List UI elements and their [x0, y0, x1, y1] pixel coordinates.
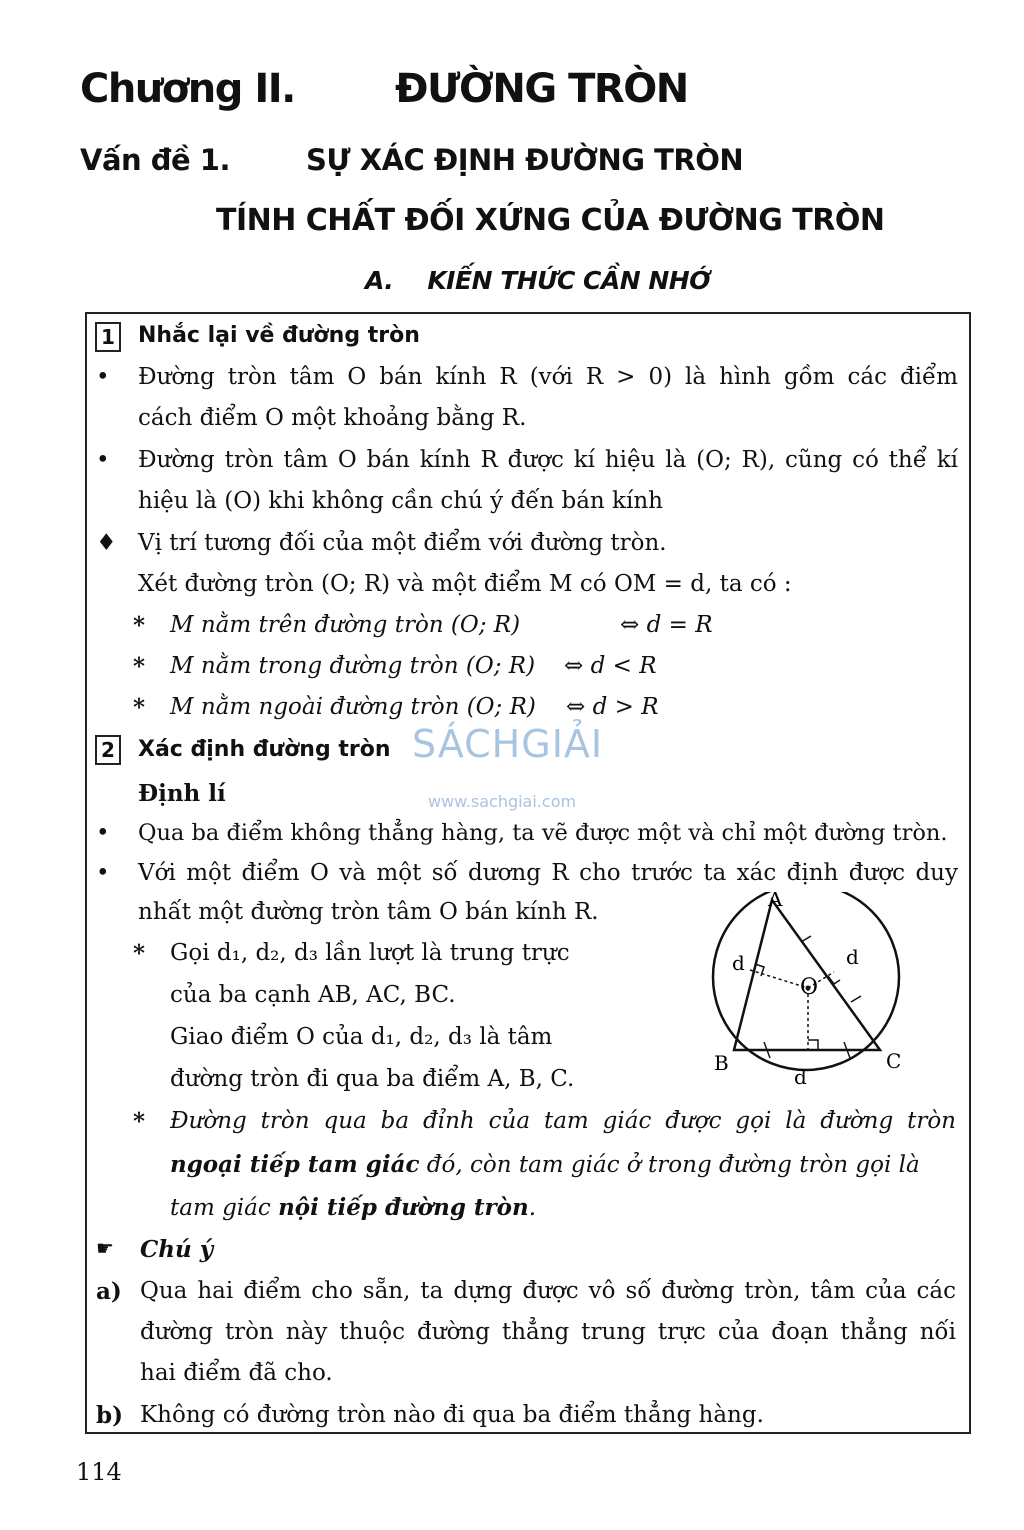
part-title: KIẾN THỨC CẦN NHỚ [427, 266, 710, 295]
circumcircle-diagram [706, 892, 916, 1092]
item1-bullet2-line2: hiệu là (O) khi không cần chú ý đến bán kính [138, 488, 663, 514]
item1-bullet3-line2: Xét đường tròn (O; R) và một điểm M có OM = d, ta có : [138, 571, 792, 597]
section-header [80, 143, 980, 183]
note-a-line1: Qua hai điểm cho sẵn, ta dựng được vô số đường tròn, tâm của các [140, 1278, 956, 1304]
case3-right: ⇔ d > R [566, 694, 659, 720]
bullet-dot: • [96, 447, 110, 473]
label-c: C [886, 1049, 902, 1073]
note-b-label: b) [96, 1402, 123, 1429]
item2-heading: Xác định đường tròn [138, 737, 391, 762]
theorem-line2: Với một điểm O và một số dương R cho trước ta xác định được duy [138, 860, 958, 886]
right-angle-mark [808, 1040, 818, 1050]
item1-bullet3-line1: Vị trí tương đối của một điểm với đường tròn. [138, 530, 667, 556]
sub2-line2 [170, 1151, 920, 1178]
label-d-right: d [846, 945, 859, 969]
case1-right: ⇔ d = R [620, 612, 713, 638]
theorem-line2-cont: nhất một đường tròn tâm O bán kính R. [138, 899, 599, 925]
bullet-dot: • [96, 820, 110, 846]
label-d-left: d [732, 951, 745, 975]
case2-right: ⇔ d < R [564, 653, 657, 679]
note-a-label: a) [96, 1278, 122, 1305]
pointing-hand-icon: ☛ [96, 1236, 114, 1260]
sub2-line3-pre: tam giác [170, 1195, 279, 1221]
sub1-line3: Giao điểm O của d₁, d₂, d₃ là tâm [170, 1024, 553, 1050]
chapter-header [80, 66, 980, 122]
part-letter: A. [365, 266, 394, 295]
chapter-label: Chương II. [80, 66, 295, 112]
part-header [365, 266, 710, 295]
item1-bullet1-line2: cách điểm O một khoảng bằng R. [138, 405, 527, 431]
bullet-dot: • [96, 364, 110, 390]
bullet-dot: • [96, 860, 110, 886]
circumscribed-term: ngoại tiếp tam giác [170, 1151, 420, 1178]
sub2-line1: Đường tròn qua ba đỉnh của tam giác được gọi là đường tròn [170, 1108, 956, 1134]
case3-left: M nằm ngoài đường tròn (O; R) [170, 694, 536, 720]
label-a: A [768, 892, 783, 911]
item1-bullet2-line1: Đường tròn tâm O bán kính R được kí hiệu là (O; R), cũng có thể kí [138, 447, 958, 473]
label-o: O [800, 975, 819, 1000]
section-label: Vấn đề 1. [80, 143, 230, 177]
page-number: 114 [76, 1458, 122, 1486]
note-a-line3: hai điểm đã cho. [140, 1360, 333, 1386]
section-title-line2: TÍNH CHẤT ĐỐI XỨNG CỦA ĐƯỜNG TRÒN [216, 203, 885, 238]
sub2-line3-post: . [528, 1195, 537, 1221]
star-bullet-icon: * [133, 612, 146, 639]
item1-heading: Nhắc lại về đường tròn [138, 323, 420, 348]
sub2-line2-rest: đó, còn tam giác ở trong đường tròn gọi là [419, 1152, 920, 1178]
tick-mark [851, 996, 861, 1002]
sub2-line3 [170, 1194, 536, 1221]
item-number-1: 1 [95, 322, 121, 352]
star-bullet-icon: * [133, 653, 146, 680]
note-a-line2: đường tròn này thuộc đường thẳng trung trực của đoạn thẳng nối [140, 1319, 956, 1345]
item1-bullet1-line1: Đường tròn tâm O bán kính R (với R > 0) là hình gồm các điểm [138, 364, 958, 390]
section-title-line1: SỰ XÁC ĐỊNH ĐƯỜNG TRÒN [306, 143, 744, 177]
case2-left: M nằm trong đường tròn (O; R) [170, 653, 536, 679]
sub1-line1: Gọi d₁, d₂, d₃ lần lượt là trung trực [170, 940, 570, 966]
sub1-line2: của ba cạnh AB, AC, BC. [170, 982, 456, 1008]
label-d-bottom: d [794, 1065, 807, 1089]
inscribed-term: nội tiếp đường tròn [278, 1194, 529, 1221]
watermark-url: www.sachgiai.com [428, 792, 577, 811]
note-b-line1: Không có đường tròn nào đi qua ba điểm thẳng hàng. [140, 1402, 764, 1428]
diamond-bullet-icon: ♦ [96, 530, 117, 556]
watermark-logo: SÁCHGIẢI [412, 722, 604, 766]
star-bullet-icon: * [133, 940, 146, 967]
label-b: B [714, 1051, 729, 1075]
note-heading: Chú ý [140, 1236, 214, 1263]
star-bullet-icon: * [133, 1108, 146, 1135]
item-number-2: 2 [95, 735, 121, 765]
star-bullet-icon: * [133, 694, 146, 721]
sub1-line4: đường tròn đi qua ba điểm A, B, C. [170, 1066, 575, 1092]
theorem-line1: Qua ba điểm không thẳng hàng, ta vẽ được một và chỉ một đường tròn. [138, 820, 948, 846]
chapter-title: ĐƯỜNG TRÒN [395, 66, 688, 112]
theorem-heading: Định lí [138, 780, 226, 807]
case1-left: M nằm trên đường tròn (O; R) [170, 612, 521, 638]
tick-mark [801, 936, 811, 942]
